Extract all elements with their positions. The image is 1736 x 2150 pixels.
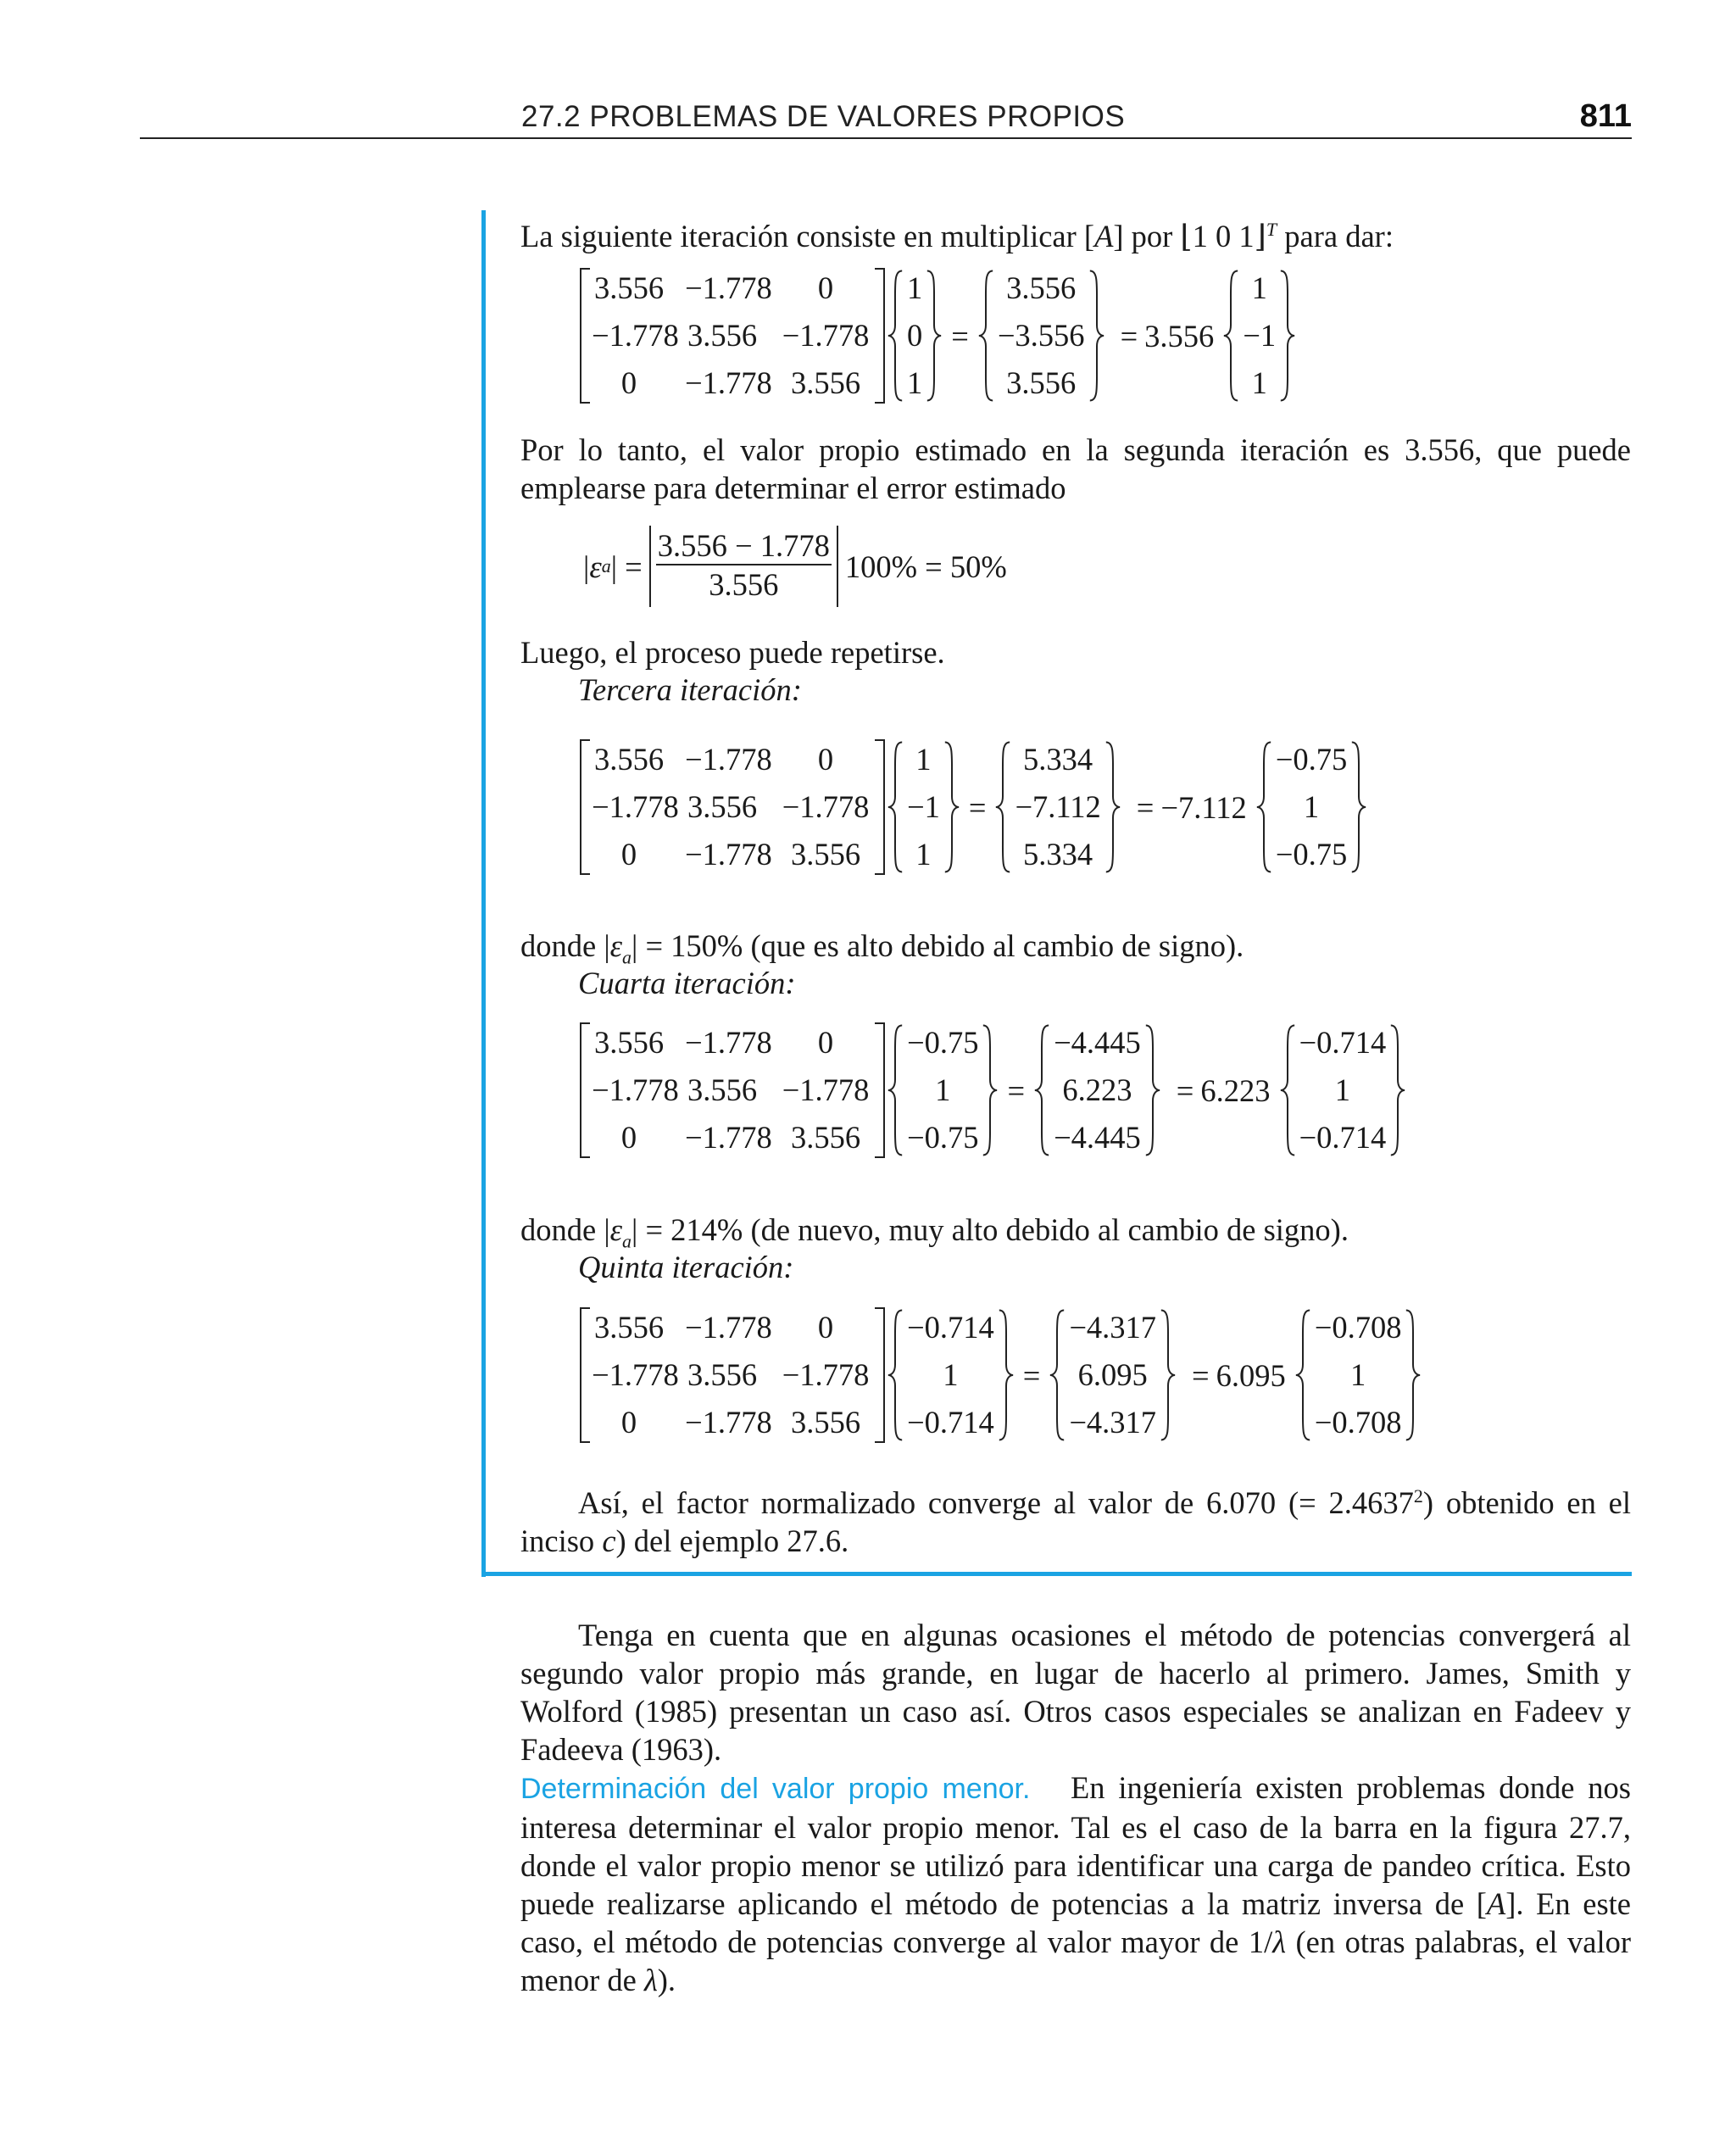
error-estimate-equation: | ε a | = $\frac{3.556 - 1.778}{3.556}$ 100% = 50% xyxy=(583,526,1007,607)
vector-entry: 1 xyxy=(915,837,932,872)
left-brace xyxy=(887,270,904,402)
coefficient-matrix xyxy=(580,1024,885,1156)
right-brace xyxy=(1088,270,1105,402)
vector-entry: 1 xyxy=(907,270,923,305)
vector-entry: −0.708 xyxy=(1314,1405,1402,1440)
example-rule-vertical xyxy=(481,210,486,1577)
matrix-entry: −1.778 xyxy=(685,1405,772,1440)
matrix-entry: −1.778 xyxy=(592,1072,679,1107)
matrix-entry: −1.778 xyxy=(685,1310,772,1345)
matrix-entry: −1.778 xyxy=(592,1357,679,1392)
left-brace xyxy=(994,741,1011,873)
matrix-entry: 0 xyxy=(817,270,834,305)
matrix-entry: 3.556 xyxy=(790,837,861,872)
matrix-entry: 0 xyxy=(817,742,834,777)
input-vector-values xyxy=(904,1024,982,1156)
matrix-entry: 3.556 xyxy=(593,270,665,305)
input-vector xyxy=(887,1024,999,1156)
matrix-entry: 0 xyxy=(620,365,637,400)
vector-entry: −1 xyxy=(907,789,940,824)
equals-factor xyxy=(1163,1072,1277,1109)
equals-sign: = xyxy=(951,318,969,354)
fourth-iteration-label: Cuarta iteración: xyxy=(578,966,796,1000)
left-brace xyxy=(887,1024,904,1156)
vector-entry: 3.556 xyxy=(1006,365,1077,400)
intro-paragraph: La siguiente iteración consiste en multiplicar [A] por ⌊1 0 1⌋$^T$ para dar: xyxy=(520,219,1394,254)
normalized-vector xyxy=(1294,1309,1422,1441)
vector-entry: 6.095 xyxy=(1077,1357,1148,1392)
input-vector-values xyxy=(904,1309,998,1441)
vector-entry: −1 xyxy=(1243,318,1277,353)
matrix-entry: 3.556 xyxy=(687,1357,758,1392)
coefficient-matrix xyxy=(580,741,885,873)
vector-entry: 1 xyxy=(1251,365,1267,400)
iteration-2-equation xyxy=(580,270,1298,402)
matrix-entry: 3.556 xyxy=(790,365,861,400)
matrix-entry: 3.556 xyxy=(687,1072,758,1107)
vector-entry: −4.317 xyxy=(1069,1310,1157,1345)
matrix-entry: 3.556 xyxy=(593,1310,665,1345)
equals-sign: = xyxy=(1136,789,1155,825)
matrix-entry: −1.778 xyxy=(685,1025,772,1060)
third-iteration-note: donde $|\varepsilon_a| = 150\%$ (que es alto debido al cambio de signo). xyxy=(520,928,1244,968)
normalized-vector-values xyxy=(1239,270,1279,402)
matrix-entry: −1.778 xyxy=(685,270,772,305)
right-brace xyxy=(1350,741,1367,873)
vector-entry: 0 xyxy=(907,318,923,353)
equals-factor xyxy=(1107,318,1221,354)
result-vector-values xyxy=(1066,1309,1160,1441)
matrix-entry: 0 xyxy=(817,1310,834,1345)
eigenvalue-factor: −7.112 xyxy=(1160,789,1247,825)
fourth-iteration-note: donde $|\varepsilon_a| = 214\%$ (de nuevo, muy alto debido al cambio de signo). xyxy=(520,1212,1349,1252)
smallest-eigenvalue-paragraph: Determinación del valor propio menor. En ingeniería existen problemas donde nos interesa determinar el valor propio menor. Tal es el caso de la barra en la figura 27.7, donde el valor propio menor se utilizó para identificar una carga de pandeo crítica. Esto puede realizarse aplicando el método de potencias a la matriz inversa de [A]. En este caso, el método de potencias converge al valor mayor de 1/λ (en otras palabras, el valor menor de λ). xyxy=(520,1770,1631,1997)
matrix-entry: 3.556 xyxy=(593,742,665,777)
result-vector xyxy=(994,741,1121,873)
left-brace xyxy=(1049,1309,1066,1441)
input-vector xyxy=(887,741,960,873)
eigenvalue-factor: 3.556 xyxy=(1144,318,1215,354)
matrix-entry: −1.778 xyxy=(685,1120,772,1155)
matrix-entry: 3.556 xyxy=(790,1120,861,1155)
equals-sign: = xyxy=(1192,1357,1210,1393)
result-vector-values xyxy=(1050,1024,1144,1156)
vector-entry: −0.714 xyxy=(1299,1120,1387,1155)
vector-entry: 1 xyxy=(1303,789,1320,824)
matrix-entry: 0 xyxy=(620,1120,637,1155)
section-title: 27.2 PROBLEMAS DE VALORES PROPIOS xyxy=(521,100,1126,133)
left-brace xyxy=(887,1309,904,1441)
matrix-entry: −1.778 xyxy=(782,1072,870,1107)
equals-sign: = xyxy=(1022,1357,1041,1393)
result-vector-values xyxy=(994,270,1088,402)
vector-entry: −7.112 xyxy=(1015,789,1101,824)
vector-entry: −4.317 xyxy=(1069,1405,1157,1440)
running-header xyxy=(140,92,1632,139)
result-vector xyxy=(1033,1024,1161,1156)
equals-sign: = xyxy=(1120,318,1138,354)
absolute-value-fraction: $\frac{3.556 - 1.778}{3.556}$ xyxy=(649,526,838,607)
matrix-entry: −1.778 xyxy=(592,318,679,353)
matrix-entry: 3.556 xyxy=(687,789,758,824)
repeat-paragraph: Luego, el proceso puede repetirse. xyxy=(520,635,945,670)
vector-entry: −4.445 xyxy=(1054,1025,1141,1060)
matrix-entry: 3.556 xyxy=(687,318,758,353)
vector-entry: −3.556 xyxy=(997,318,1085,353)
vector-entry: −0.75 xyxy=(907,1025,979,1060)
page-number: 811 xyxy=(1579,98,1632,134)
normalized-vector xyxy=(1279,1024,1407,1156)
matrix-entry: −1.778 xyxy=(782,318,870,353)
vector-entry: −0.708 xyxy=(1314,1310,1402,1345)
vector-entry: 6.223 xyxy=(1062,1072,1132,1107)
vector-entry: 1 xyxy=(943,1357,959,1392)
right-brace xyxy=(982,1024,999,1156)
vector-entry: 1 xyxy=(1251,270,1267,305)
third-iteration-label: Tercera iteración: xyxy=(578,672,802,707)
matrix-entry: −1.778 xyxy=(782,1357,870,1392)
coefficient-matrix xyxy=(580,270,885,402)
right-brace xyxy=(998,1309,1015,1441)
vector-entry: 5.334 xyxy=(1023,742,1093,777)
left-brace xyxy=(1279,1024,1296,1156)
vector-entry: 5.334 xyxy=(1023,837,1093,872)
left-brace xyxy=(1255,741,1272,873)
normalized-vector-values xyxy=(1272,741,1350,873)
right-brace xyxy=(1160,1309,1177,1441)
normalized-vector-values xyxy=(1296,1024,1390,1156)
matrix-entry: 0 xyxy=(620,1405,637,1440)
vector-entry: 1 xyxy=(1334,1072,1350,1107)
input-vector xyxy=(887,1309,1015,1441)
vector-entry: 3.556 xyxy=(1006,270,1077,305)
vector-entry: 1 xyxy=(935,1072,951,1107)
vector-entry: −0.714 xyxy=(907,1405,994,1440)
input-vector-values xyxy=(904,741,943,873)
normalized-vector xyxy=(1255,741,1367,873)
right-brace xyxy=(943,741,960,873)
vector-entry: 1 xyxy=(915,742,932,777)
vector-entry: −0.75 xyxy=(1275,742,1348,777)
matrix-entry: −1.778 xyxy=(592,789,679,824)
matrix-entry: −1.778 xyxy=(685,837,772,872)
conclusion-paragraph: Así, el factor normalizado converge al valor de 6.070 (= $2.4637^2$) obtenido en el inciso c) del ejemplo 27.6. xyxy=(520,1485,1631,1559)
right-brace xyxy=(926,270,943,402)
example-rule-bottom xyxy=(481,1572,1632,1576)
equals-factor xyxy=(1123,789,1254,826)
normalized-vector-values xyxy=(1311,1309,1405,1441)
vector-entry: 1 xyxy=(1349,1357,1366,1392)
matrix-entry: 3.556 xyxy=(790,1405,861,1440)
result-vector xyxy=(1049,1309,1177,1441)
coefficient-matrix xyxy=(580,1309,885,1441)
right-brace xyxy=(1279,270,1296,402)
power-method-note-paragraph: Tenga en cuenta que en algunas ocasiones el método de potencias convergerá al segundo valor propio más grande, en lugar de hacerlo al primero. James, Smith y Wolford (1985) presentan un caso así. Otros casos especiales se analizan en Fadeev y Fadeeva (1963). xyxy=(520,1618,1631,1767)
matrix-entry: 0 xyxy=(817,1025,834,1060)
matrix-entry: 0 xyxy=(620,837,637,872)
input-vector xyxy=(887,270,943,402)
vector-entry: −0.75 xyxy=(907,1120,979,1155)
eigenvalue-factor: 6.223 xyxy=(1200,1072,1271,1108)
fifth-iteration-label: Quinta iteración: xyxy=(578,1250,794,1284)
matrix-entry: −1.778 xyxy=(685,742,772,777)
vector-entry: −0.714 xyxy=(907,1310,994,1345)
right-brace xyxy=(1104,741,1121,873)
matrix-entry: −1.778 xyxy=(685,365,772,400)
eigenvalue-factor: 6.095 xyxy=(1216,1357,1286,1393)
left-brace xyxy=(1033,1024,1050,1156)
vector-entry: −4.445 xyxy=(1054,1120,1141,1155)
result-vector-values xyxy=(1011,741,1104,873)
equals-sign: = xyxy=(968,789,987,825)
right-brace xyxy=(1389,1024,1406,1156)
iteration-5-equation xyxy=(580,1309,1423,1441)
result-vector xyxy=(977,270,1105,402)
vector-entry: −0.714 xyxy=(1299,1025,1387,1060)
equals-factor xyxy=(1178,1357,1293,1394)
vector-entry: 1 xyxy=(907,365,923,400)
left-brace xyxy=(1294,1309,1311,1441)
right-brace xyxy=(1405,1309,1422,1441)
equals-sign: = xyxy=(1007,1072,1026,1108)
iteration-3-equation xyxy=(580,741,1369,873)
left-brace xyxy=(977,270,994,402)
right-brace xyxy=(1144,1024,1161,1156)
normalized-vector xyxy=(1222,270,1296,402)
iteration-4-equation xyxy=(580,1024,1408,1156)
section-heading: Determinación del valor propio menor. xyxy=(520,1773,1031,1805)
equals-sign: = xyxy=(1176,1072,1194,1108)
left-brace xyxy=(887,741,904,873)
left-brace xyxy=(1222,270,1239,402)
input-vector-values xyxy=(904,270,926,402)
vector-entry: −0.75 xyxy=(1275,837,1348,872)
second-iteration-paragraph: Por lo tanto, el valor propio estimado en la segunda iteración es 3.556, que puede emplearse para determinar el error estimado xyxy=(520,432,1631,505)
matrix-entry: 3.556 xyxy=(593,1025,665,1060)
matrix-entry: −1.778 xyxy=(782,789,870,824)
